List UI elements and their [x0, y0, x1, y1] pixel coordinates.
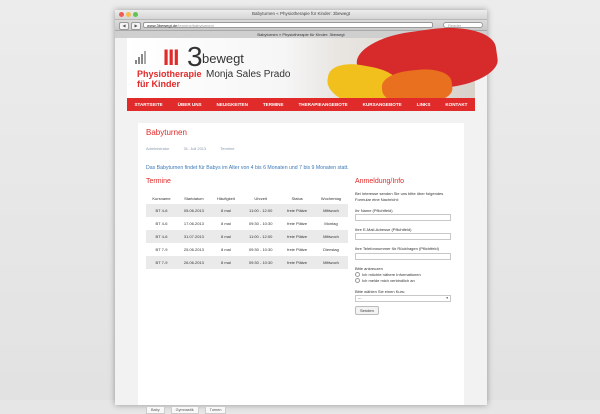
- tag-turnen[interactable]: Turnen: [205, 406, 227, 414]
- post-meta: [146, 146, 234, 151]
- table-cell: BT 7-9: [155, 247, 168, 252]
- logo-sound-icon: [135, 51, 146, 64]
- column-header: Wochentag: [320, 196, 342, 201]
- tag-gymnastik[interactable]: Gymnastik: [171, 406, 199, 414]
- radio-register-label: Ich melde mich verbindlich an: [362, 277, 415, 283]
- table-cell: Mittwoch: [314, 204, 348, 217]
- nav-item-kontakt[interactable]: KONTAKT: [445, 102, 468, 107]
- site-header: [127, 38, 475, 98]
- table-cell: BT 4-6: [155, 221, 168, 226]
- name-field[interactable]: [355, 214, 451, 221]
- meta-author[interactable]: Administrator: [146, 146, 170, 151]
- table-cell: Mittwoch: [314, 230, 348, 243]
- name-label: Ihr Name (Pflichtfeld): [355, 208, 393, 213]
- column-header: Uhrzeit: [254, 196, 267, 201]
- table-cell: 09:30 - 10:30: [241, 256, 280, 269]
- table-cell: 8 mal: [221, 221, 231, 226]
- form-heading: Anmeldung/Info: [355, 178, 405, 185]
- intro-text: Das Babyturnen findet für Babys im Alter von 4 bis 6 Monaten und 7 bis 9 Monaten statt.: [146, 165, 349, 171]
- table-cell: Dienstag: [323, 247, 339, 252]
- meta-date: 31. Juli 2013: [183, 146, 207, 151]
- submit-button[interactable]: Senden: [355, 306, 379, 315]
- form-intro: Bei Interesse senden Sie uns bitte über folgendes Formular eine Nachricht:: [355, 191, 444, 202]
- course-select-label: Bitte wählen Sie einen Kurs:: [355, 288, 406, 294]
- email-field[interactable]: [355, 233, 451, 240]
- table-cell: freie Plätze: [280, 204, 314, 217]
- phone-label: Ihre Telefonnummer für Rückfragen (Pflichtfeld): [355, 246, 439, 251]
- table-cell: 05.06.2013: [177, 204, 211, 217]
- back-button[interactable]: ◀: [119, 22, 129, 30]
- radio-register[interactable]: [355, 278, 451, 283]
- window-title: Babyturnen « Physiotherapie für Kinder: 3bewegt: [251, 11, 351, 16]
- table-cell: 8 mal: [211, 204, 241, 217]
- tag-baby[interactable]: Baby: [146, 406, 165, 414]
- table-cell: freie Plätze: [287, 247, 308, 252]
- table-cell: 09:30 - 10:30: [248, 221, 273, 226]
- course-select[interactable]: [355, 295, 451, 302]
- content-area: [138, 123, 464, 412]
- column-header: Häufigkeit: [217, 196, 235, 201]
- column-header: Status: [291, 196, 303, 201]
- table-cell: 11:00 - 12:00: [241, 204, 280, 217]
- nav-item-therapieangebote[interactable]: THERAPIEANGEBOTE: [298, 102, 348, 107]
- table-header-row: [146, 193, 348, 204]
- nav-item-neuigkeiten[interactable]: NEUIGKEITEN: [216, 102, 248, 107]
- owner-name: Monja Sales Prado: [206, 69, 291, 80]
- logo-word: bewegt: [202, 51, 244, 66]
- nav-item-termine[interactable]: TERMINE: [262, 102, 284, 107]
- forward-button[interactable]: ▶: [131, 22, 141, 30]
- browser-tab[interactable]: Babyturnen « Physiotherapie für Kinder: 3bewegt: [115, 31, 487, 39]
- table-cell: freie Plätze: [287, 221, 308, 226]
- course-select-value: ---: [358, 295, 362, 300]
- table-cell: 17.06.2013: [183, 221, 204, 226]
- table-cell: Montag: [324, 221, 338, 226]
- table-row: [146, 243, 348, 256]
- page-title: Babyturnen: [146, 128, 187, 137]
- table-row: [146, 204, 348, 217]
- table-row: [146, 217, 348, 230]
- termine-heading: Termine: [146, 178, 171, 185]
- table-cell: BT 7-9: [146, 256, 177, 269]
- nav-item-kursangebote[interactable]: KURSANGEBOTE: [362, 102, 402, 107]
- chevron-down-icon: ▾: [446, 295, 448, 300]
- main-navigation: [127, 98, 475, 111]
- brand-tagline: Physiotherapie für Kinder: [137, 69, 202, 89]
- radio-circle-icon[interactable]: [355, 272, 360, 277]
- phone-field[interactable]: [355, 253, 451, 260]
- window-titlebar: [115, 10, 487, 20]
- table-cell: BT 4-6: [146, 204, 177, 217]
- nav-item-startseite[interactable]: STARTSEITE: [134, 102, 163, 107]
- table-cell: 09:30 - 10:30: [248, 247, 273, 252]
- column-header: Kursname: [152, 196, 171, 201]
- reader-button[interactable]: Reader: [443, 22, 483, 28]
- radio-info-label: Ich möchte nähere Informationen: [362, 271, 421, 277]
- column-header: Startdatum: [184, 196, 204, 201]
- table-row: [146, 230, 348, 243]
- radio-info[interactable]: [355, 272, 451, 277]
- table-cell: 26.06.2013: [177, 256, 211, 269]
- table-cell: freie Plätze: [280, 230, 314, 243]
- table-cell: 8 mal: [221, 247, 231, 252]
- contact-form: [355, 191, 451, 315]
- logo-mark: III: [163, 45, 179, 70]
- logo-number: 3: [187, 41, 203, 72]
- table-row: [146, 256, 348, 269]
- address-bar[interactable]: [143, 22, 433, 28]
- browser-window: [115, 10, 487, 412]
- meta-category[interactable]: Termine: [220, 146, 235, 151]
- table-cell: 31.07.2013: [177, 230, 211, 243]
- table-cell: Mittwoch: [314, 256, 348, 269]
- url-host: www.3bewegt.de: [147, 23, 178, 28]
- radio-group-label: Bitte ankreuzen: [355, 265, 383, 271]
- table-cell: 25.06.2013: [183, 247, 204, 252]
- table-cell: 11:00 - 12:00: [241, 230, 280, 243]
- table-cell: 8 mal: [211, 230, 241, 243]
- tag-list: [146, 406, 226, 414]
- table-cell: BT 4-6: [146, 230, 177, 243]
- nav-item-links[interactable]: LINKS: [416, 102, 431, 107]
- url-path: /termine/babyturnen/: [177, 23, 214, 28]
- table-cell: freie Plätze: [280, 256, 314, 269]
- website: [115, 38, 487, 412]
- table-cell: 8 mal: [211, 256, 241, 269]
- radio-circle-icon[interactable]: [355, 278, 360, 283]
- nav-item-ueber-uns[interactable]: ÜBER UNS: [177, 102, 202, 107]
- email-label: Ihre E-Mail-Adresse (Pflichtfeld): [355, 227, 412, 232]
- course-table: [146, 193, 348, 269]
